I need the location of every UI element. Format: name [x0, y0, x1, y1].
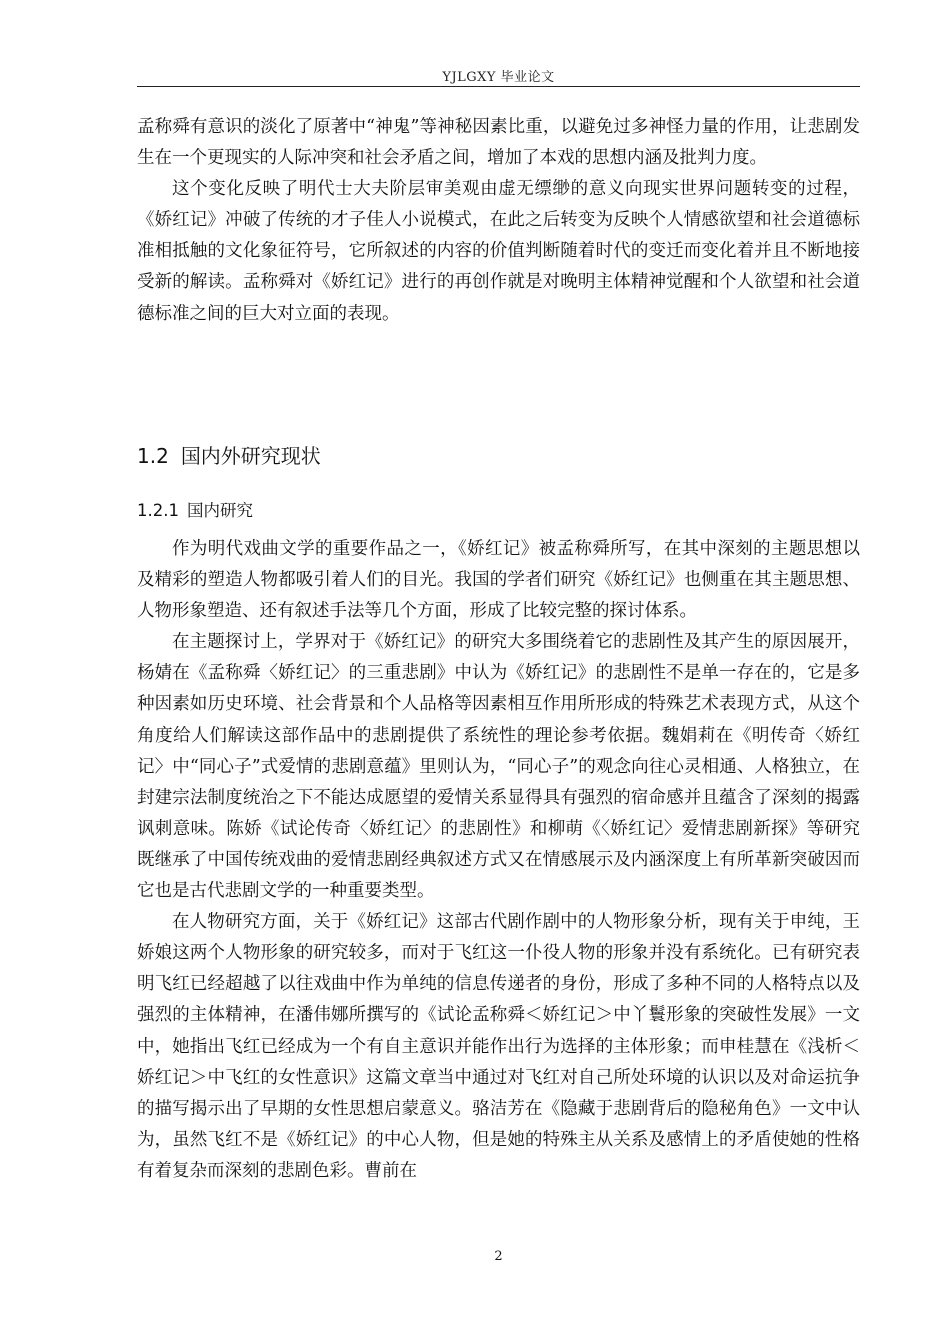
- paragraph: 在人物研究方面，关于《娇红记》这部古代剧作剧中的人物形象分析，现有关于申纯，王娇娘这两个人物形象的研究较多，而对于飞红这一仆役人物的形象并没有系统化。已有研究表明飞红已经超越了以往戏曲中作为单纯的信息传递者的身份，形成了多种不同的人格特点以及强烈的主体精神，在潘伟娜所撰写的《试论孟称舜＜娇红记＞中丫鬟形象的突破性发展》一文中，她指出飞红已经成为一个有自主意识并能作出行为选择的主体形象；而申桂慧在《浅析＜娇红记＞中飞红的女性意识》这篇文章当中通过对飞红对自己所处环境的认识以及对命运抗争的描写揭示出了早期的女性思想启蒙意义。骆洁芳在《隐藏于悲剧背后的隐秘角色》一文中认为，虽然飞红不是《娇红记》的中心人物，但是她的特殊主从关系及感情上的矛盾使她的性格有着复杂而深刻的悲剧色彩。曹前在: [137, 912, 860, 1181]
- paragraph: 在主题探讨上，学界对于《娇红记》的研究大多围绕着它的悲剧性及其产生的原因展开，杨婧在《孟称舜〈娇红记〉的三重悲剧》中认为《娇红记》的悲剧性不是单一存在的，它是多种因素如历史环境、社会背景和个人品格等因素相互作用所形成的特殊艺术表现方式，从这个角度给人们解读这部作品中的悲剧提供了系统性的理论参考依据。魏娟莉在《明传奇〈娇红记〉中“同心子”式爱情的悲剧意蕴》里则认为，“同心子”的观念向往心灵相通、人格独立，在封建宗法制度统治之下不能达成愿望的爱情关系显得具有强烈的宿命感并且蕴含了深刻的揭露讽刺意味。陈娇《试论传奇〈娇红记〉的悲剧性》和柳萌《〈娇红记〉爱情悲剧新探》等研究既继承了中国传统戏曲的爱情悲剧经典叙述方式又在情感展示及内涵深度上有所革新突破因而它也是古代悲剧文学的一种重要类型。: [137, 632, 860, 902]
- paragraph: 孟称舜有意识的淡化了原著中“神鬼”等神秘因素比重，以避免过多神怪力量的作用，让悲剧发生在一个更现实的人际冲突和社会矛盾之间，增加了本戏的思想内涵及批判力度。: [137, 117, 860, 169]
- subsection-heading: [137, 497, 253, 521]
- page-header-title: YJLGXY 毕业论文: [442, 70, 555, 85]
- section-heading: [137, 440, 321, 469]
- header-divider: [137, 86, 860, 87]
- section-number: 1.2: [137, 444, 169, 468]
- paragraph: 作为明代戏曲文学的重要作品之一，《娇红记》被孟称舜所写，在其中深刻的主题思想以及精彩的塑造人物都吸引着人们的目光。我国的学者们研究《娇红记》也侧重在其主题思想、人物形象塑造、还有叙述手法等几个方面，形成了比较完整的探讨体系。: [137, 539, 860, 622]
- paragraph: 这个变化反映了明代士大夫阶层审美观由虚无缥缈的意义向现实世界问题转变的过程，《娇红记》冲破了传统的才子佳人小说模式，在此之后转变为反映个人情感欲望和社会道德标准相抵触的文化象征符号，它所叙述的内容的价值判断随着时代的变迁而变化着并且不断地接受新的解读。孟称舜对《娇红记》进行的再创作就是对晚明主体精神觉醒和个人欲望和社会道德标准之间的巨大对立面的表现。: [137, 179, 860, 324]
- intro-text: [137, 112, 860, 330]
- subsection-number: 1.2.1: [137, 501, 179, 520]
- section-title: 国内外研究现状: [180, 444, 321, 468]
- page-number: 2: [494, 1249, 503, 1264]
- body-text: [137, 534, 860, 1187]
- subsection-title: 国内研究: [186, 501, 253, 520]
